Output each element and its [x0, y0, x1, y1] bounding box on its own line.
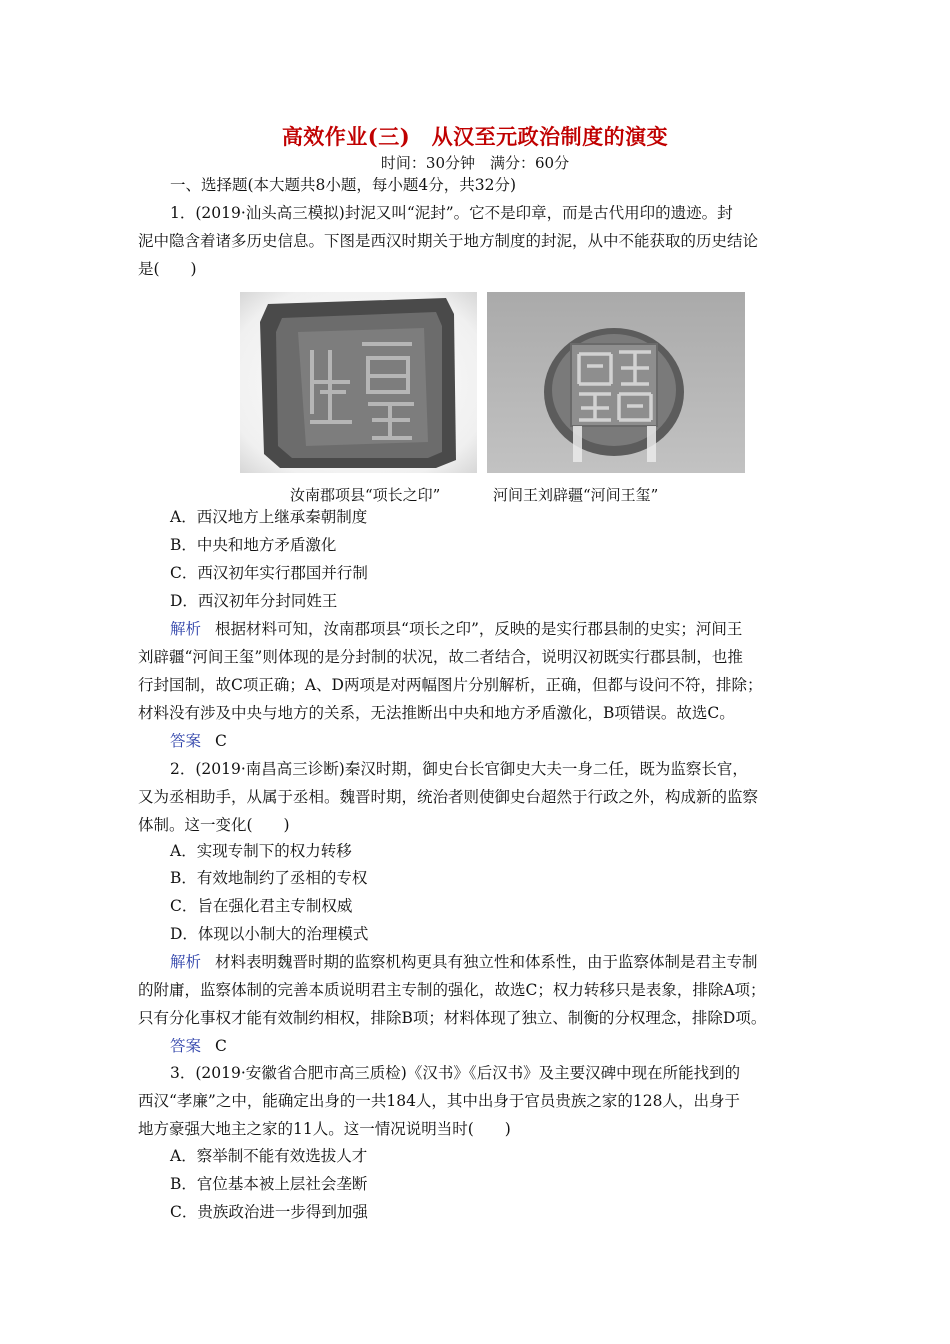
- q1-analysis-line: [170, 615, 850, 643]
- q1-answer-line: [170, 727, 850, 755]
- q1-option-d: D．西汉初年分封同姓王: [170, 592, 338, 610]
- q3-stem-line: 西汉“孝廉”之中，能确定出身的一共184人，其中出身于官员贵族之家的128人，出身于: [138, 1092, 741, 1110]
- q1-stem-line: 1．(2019·汕头高三模拟)封泥又叫“泥封”。它不是印章，而是古代用印的遗迹。封: [170, 204, 733, 222]
- q1-stem-line: 是( ): [138, 260, 197, 278]
- seal-image-hejianwang: [487, 292, 745, 473]
- q1-answer-value: C: [215, 732, 227, 750]
- section-heading: 一、选择题(本大题共8小题，每小题4分，共32分): [170, 176, 517, 194]
- q1-analysis-line: 行封国制，故C项正确；A、D两项是对两幅图片分别解析，正确，但都与设问不符，排除；: [138, 676, 763, 694]
- q3-option-c: C．贵族政治进一步得到加强: [170, 1203, 368, 1221]
- image-caption-xiangzhang: 汝南郡项县“项长之印”: [290, 486, 441, 504]
- image-caption-hejianwang: 河间王刘辟疆“河间王玺”: [493, 486, 659, 504]
- q2-option-c: C．旨在强化君主专制权威: [170, 897, 353, 915]
- q2-answer-value: C: [215, 1037, 227, 1055]
- q2-option-d: D．体现以小制大的治理模式: [170, 925, 369, 943]
- q2-answer-label: 答案: [170, 1037, 202, 1055]
- q2-option-a: A．实现专制下的权力转移: [170, 842, 352, 860]
- q3-option-a: A．察举制不能有效选拔人才: [170, 1147, 368, 1165]
- q1-analysis-line: 材料没有涉及中央与地方的关系，无法推断出中央和地方矛盾激化，B项错误。故选C。: [138, 704, 735, 722]
- q1-option-a: A．西汉地方上继承秦朝制度: [170, 508, 368, 526]
- q1-analysis-label: 解析: [170, 620, 202, 638]
- q2-analysis-line: 只有分化事权才能有效制约相权，排除B项；材料体现了独立、制衡的分权理念，排除D项。: [138, 1009, 767, 1027]
- q2-analysis-label: 解析: [170, 953, 202, 971]
- q2-option-b: B．有效地制约了丞相的专权: [170, 869, 368, 887]
- q1-analysis-line: 刘辟疆“河间王玺”则体现的是分封制的状况，故二者结合，说明汉初既实行郡县制，也推: [138, 648, 743, 666]
- seal-image-xiangzhang: [240, 292, 477, 473]
- q2-stem-line: 又为丞相助手，从属于丞相。魏晋时期，统治者则使御史台超然于行政之外，构成新的监察: [138, 788, 759, 806]
- q3-stem-line: 地方豪强大地主之家的11人。这一情况说明当时( ): [138, 1120, 511, 1138]
- page-title: 高效作业(三) 从汉至元政治制度的演变: [281, 124, 669, 149]
- q1-option-b: B．中央和地方矛盾激化: [170, 536, 337, 554]
- q1-answer-label: 答案: [170, 732, 202, 750]
- q3-stem-line: 3．(2019·安徽省合肥市高三质检)《汉书》《后汉书》及主要汉碑中现在所能找到的: [170, 1064, 741, 1082]
- q2-stem-line: 2．(2019·南昌高三诊断)秦汉时期，御史台长官御史大夫一身二任，既为监察长官，: [170, 760, 748, 778]
- q1-stem-line: 泥中隐含着诸多历史信息。下图是西汉时期关于地方制度的封泥，从中不能获取的历史结论: [138, 232, 759, 250]
- q2-stem-line: 体制。这一变化( ): [138, 816, 290, 834]
- q1-option-c: C．西汉初年实行郡国并行制: [170, 564, 368, 582]
- q2-analysis-text: 材料表明魏晋时期的监察机构更具有独立性和体系性，由于监察体制是君主专制: [215, 953, 758, 971]
- q3-option-b: B．官位基本被上层社会垄断: [170, 1175, 368, 1193]
- q2-analysis-line: [170, 948, 850, 976]
- q1-analysis-text: 根据材料可知，汝南郡项县“项长之印”，反映的是实行郡县制的史实；河间王: [215, 620, 743, 638]
- q2-analysis-line: 的附庸，监察体制的完善本质说明君主专制的强化，故选C；权力转移只是表象，排除A项；: [138, 981, 766, 999]
- time-score-info: 时间：30分钟 满分：60分: [380, 154, 570, 172]
- q2-answer-line: [170, 1032, 850, 1060]
